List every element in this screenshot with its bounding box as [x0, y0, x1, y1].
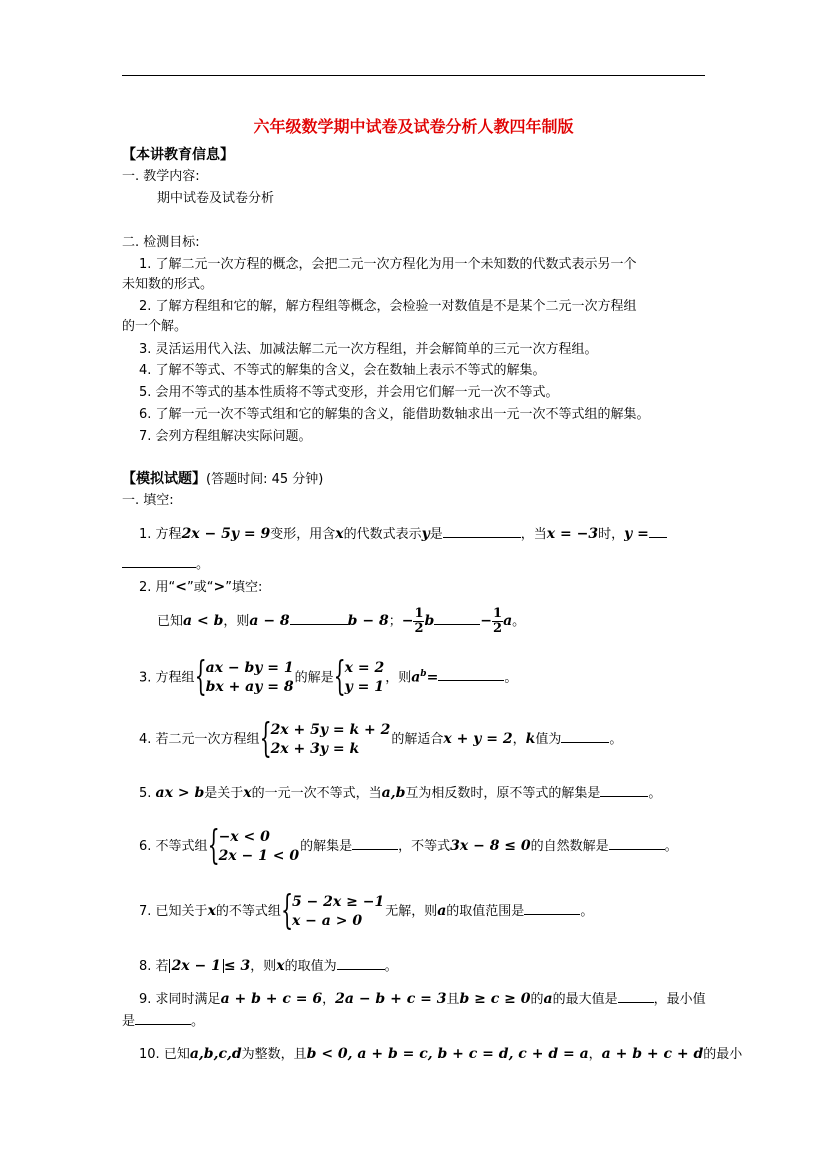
- question-9-continued: [122, 1012, 204, 1031]
- answer-blank[interactable]: [434, 612, 480, 625]
- item-teaching-content-text: 期中试卷及试卷分析: [157, 191, 275, 206]
- answer-blank[interactable]: [122, 555, 196, 568]
- document-title: 六年级数学期中试卷及试卷分析人教四年制版: [253, 117, 574, 136]
- question-number: 3.: [139, 670, 152, 686]
- goal-line: 的一个解。: [122, 319, 188, 334]
- question-text: 的解是: [294, 670, 334, 686]
- question-text: 用“: [155, 580, 176, 595]
- math-symbol: −: [480, 613, 493, 629]
- equation-system: { ax − by = 1 bx + ay = 8: [194, 653, 294, 700]
- question-text: 的: [530, 992, 544, 1007]
- question-2: [139, 578, 262, 597]
- question-text: ，最小值: [653, 992, 706, 1007]
- math-expression: a + b + c + d: [601, 1046, 704, 1062]
- question-text: ，则: [223, 614, 250, 629]
- question-text: 的自然数解是: [530, 839, 609, 854]
- question-text: 为整数，且: [241, 1047, 307, 1062]
- math-expression: ax > b: [155, 785, 205, 801]
- inequality: x − a > 0: [291, 912, 363, 929]
- item-goals-label: 二. 检测目标:: [122, 235, 200, 250]
- math-expression: a,b,c,d: [189, 1046, 242, 1062]
- question-text: 的解集是: [300, 839, 353, 854]
- inequality: −x < 0: [218, 828, 270, 845]
- math-variable: a: [437, 903, 447, 919]
- question-number: 7.: [139, 904, 152, 919]
- question-number: 1.: [139, 527, 152, 542]
- mock-test-title: 【模拟试题】: [122, 471, 206, 487]
- math-expression: x = −3: [546, 526, 599, 542]
- question-text: 的一元一次不等式，当: [251, 786, 382, 801]
- question-text: 的解适合: [391, 732, 444, 747]
- question-text: ，: [322, 992, 336, 1007]
- question-text: ；: [388, 614, 402, 629]
- equation: 2x + 3y = k: [270, 740, 360, 757]
- question-text: 的代数式表示: [343, 527, 422, 542]
- math-expression: a + b + c = 6: [220, 991, 323, 1007]
- math-variable: k: [525, 731, 536, 747]
- answer-blank[interactable]: [290, 612, 348, 625]
- math-variable: x: [335, 526, 344, 542]
- fraction: [413, 607, 424, 636]
- fraction-denominator: 2: [493, 621, 503, 636]
- equation: x = 2: [344, 659, 385, 676]
- goal-line: 7. 会列方程组解决实际问题。: [139, 429, 312, 444]
- section-header-info: 【本讲教育信息】: [122, 147, 234, 163]
- question-text: ，则: [385, 670, 412, 686]
- goal-line: 1. 了解二元一次方程的概念，会把二元一次方程化为用一个未知数的代数式表示另一个: [139, 257, 637, 272]
- math-exponent: b: [420, 669, 427, 679]
- question-text: 的取值为: [284, 959, 337, 974]
- fraction-numerator: 1: [414, 606, 424, 621]
- question-text: 不等式组: [155, 839, 208, 854]
- question-4: [139, 717, 622, 762]
- question-text: 方程: [155, 527, 182, 542]
- math-symbol: −: [401, 613, 414, 629]
- answer-blank[interactable]: [352, 837, 398, 850]
- math-variable: a: [503, 613, 513, 629]
- question-text: 的最小: [703, 1047, 743, 1062]
- question-6: [139, 824, 678, 869]
- math-symbol: =: [426, 669, 439, 686]
- question-text: 是: [429, 527, 443, 542]
- question-text: ”或“: [187, 580, 214, 595]
- math-variable: x: [207, 903, 216, 919]
- question-text: 已知: [157, 614, 184, 629]
- math-symbol: <: [175, 579, 188, 595]
- question-text: 。: [504, 670, 518, 686]
- question-number: 10.: [139, 1047, 160, 1062]
- question-text: 且: [446, 992, 460, 1007]
- question-text: 互为相反数时，原不等式的解集是: [405, 786, 601, 801]
- math-expression: x + y = 2: [443, 731, 513, 747]
- question-text: 。: [664, 839, 678, 854]
- goal-line: 6. 了解一元一次不等式组和它的解集的含义，能借助数轴求出一元一次不等式组的解集。: [139, 407, 650, 422]
- question-text: 。: [609, 732, 623, 747]
- math-variable: y: [421, 526, 430, 542]
- question-text: 值为: [535, 732, 562, 747]
- answer-blank[interactable]: [618, 990, 654, 1003]
- absolute-value: 2x − 1: [169, 959, 224, 973]
- question-text: ，不等式: [398, 839, 451, 854]
- equation-system: { 2x + 5y = k + 2 2x + 3y = k: [259, 715, 391, 762]
- inequality-system: { 5 − 2x ≥ −1 x − a > 0: [280, 887, 385, 934]
- math-variable: x: [243, 785, 252, 801]
- question-text: 是: [122, 1014, 136, 1029]
- math-expression: b − 8: [347, 613, 389, 629]
- answer-blank[interactable]: [524, 902, 580, 915]
- math-expression: a − 8: [249, 613, 290, 629]
- question-text: 。: [196, 557, 210, 572]
- answer-blank[interactable]: [649, 525, 667, 538]
- equation: y = 1: [344, 678, 384, 695]
- question-text: 。: [384, 959, 398, 974]
- question-text: 。: [648, 786, 662, 801]
- math-expression: 2a − b + c = 3: [335, 991, 447, 1007]
- fraction-numerator: 1: [493, 606, 503, 621]
- goal-line: 2. 了解方程组和它的解，解方程组等概念，会检验一对数值是不是某个二元一次方程组: [139, 299, 637, 314]
- question-text: 。: [512, 614, 526, 629]
- inequality: 5 − 2x ≥ −1: [291, 893, 385, 910]
- math-expression: a < b: [183, 613, 224, 629]
- question-text: 已知: [163, 1047, 190, 1062]
- question-1-continued: [122, 555, 209, 574]
- math-variable: b: [424, 613, 435, 629]
- question-text: 方程组: [155, 670, 195, 686]
- math-expression: a,b: [381, 785, 406, 801]
- question-5: [139, 784, 661, 803]
- solution-system: { x = 2 y = 1: [333, 653, 385, 700]
- question-text: 。: [580, 904, 594, 919]
- answer-blank[interactable]: [135, 1012, 191, 1025]
- fraction-denominator: 2: [414, 621, 424, 636]
- math-expression: 3x − 8 ≤ 0: [450, 838, 531, 854]
- math-expression: 2x − 5y = 9: [181, 526, 271, 542]
- header-rule: [122, 75, 705, 76]
- goal-line: 3. 灵活运用代入法、加减法解二元一次方程组，并会解简单的三元一次方程组。: [139, 342, 598, 357]
- question-text: 无解，则: [385, 904, 438, 919]
- math-expression: b < 0, a + b = c, b + c = d, c + d = a: [306, 1046, 589, 1062]
- question-text: ”填空:: [225, 580, 263, 595]
- question-number: 6.: [139, 839, 152, 854]
- fraction: [492, 607, 503, 636]
- question-7: [139, 889, 593, 934]
- answer-blank[interactable]: [561, 730, 609, 743]
- question-number: 5.: [139, 786, 152, 801]
- goal-line: 5. 会用不等式的基本性质将不等式变形，并会用它们解一元一次不等式。: [139, 385, 559, 400]
- question-text: ，: [588, 1047, 602, 1062]
- question-text: 是关于: [204, 786, 244, 801]
- answer-blank[interactable]: [443, 525, 521, 538]
- math-expression: ≤ 3: [223, 958, 251, 974]
- inequality-system: { −x < 0 2x − 1 < 0: [207, 822, 300, 869]
- question-1: [139, 525, 667, 544]
- question-number: 2.: [139, 580, 152, 595]
- equation: ax − by = 1: [205, 659, 294, 676]
- question-text: ，则: [250, 959, 277, 974]
- answer-blank[interactable]: [600, 784, 648, 797]
- question-text: 已知关于: [155, 904, 208, 919]
- question-text: ，: [512, 732, 526, 747]
- question-text: 若: [155, 959, 169, 974]
- question-text: 的取值范围是: [446, 904, 525, 919]
- answer-blank[interactable]: [337, 957, 385, 970]
- question-text: 若二元一次方程组: [155, 732, 260, 747]
- question-number: 9.: [139, 992, 152, 1007]
- answer-blank[interactable]: [609, 837, 665, 850]
- goal-line: 未知数的形式。: [122, 277, 214, 292]
- question-10: [139, 1045, 742, 1064]
- answer-blank[interactable]: [438, 668, 504, 681]
- question-text: 的最大值是: [552, 992, 618, 1007]
- question-text: 变形，用含: [270, 527, 336, 542]
- question-9: [139, 990, 706, 1009]
- part-label-fill-in: 一. 填空:: [122, 493, 174, 508]
- question-3: [139, 652, 517, 700]
- equation: 2x + 5y = k + 2: [270, 721, 391, 738]
- question-text: 的不等式组: [215, 904, 281, 919]
- time-note: (答题时间: 45 分钟): [206, 472, 324, 487]
- question-number: 4.: [139, 732, 152, 747]
- question-2-body: [157, 604, 525, 639]
- math-variable: a: [411, 669, 421, 686]
- question-text: 时，: [598, 527, 625, 542]
- question-number: 8.: [139, 959, 152, 974]
- item-teaching-content-label: 一. 教学内容:: [122, 169, 200, 184]
- math-variable: x: [276, 958, 285, 974]
- question-8: [139, 957, 398, 976]
- math-expression: y =: [624, 526, 649, 542]
- question-text: 。: [191, 1014, 205, 1029]
- goal-line: 4. 了解不等式、不等式的解集的含义，会在数轴上表示不等式的解集。: [139, 363, 546, 378]
- section-header-mock-test: [122, 470, 323, 489]
- inequality: 2x − 1 < 0: [218, 847, 300, 864]
- equation: bx + ay = 8: [205, 678, 294, 695]
- math-symbol: >: [213, 579, 226, 595]
- math-expression: b ≥ c ≥ 0: [459, 991, 531, 1007]
- math-variable: a: [543, 991, 553, 1007]
- question-text: ，当: [520, 527, 547, 542]
- question-text: 求同时满足: [155, 992, 221, 1007]
